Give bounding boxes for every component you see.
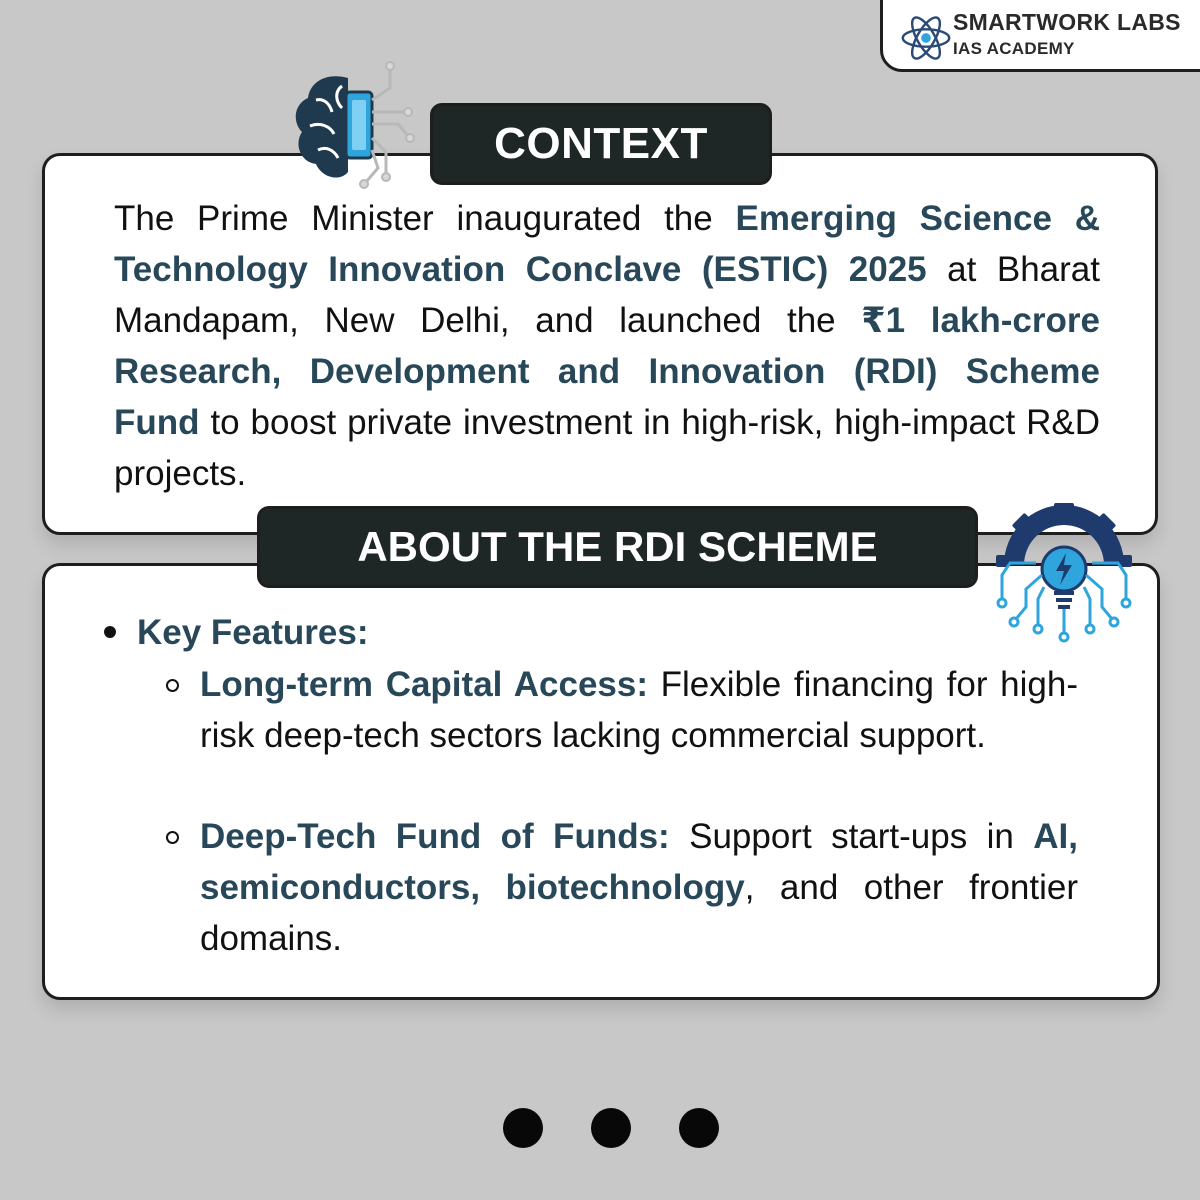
feature-bullet: [166, 679, 179, 692]
pagination-dot[interactable]: [679, 1108, 719, 1148]
brand-subtitle: IAS ACADEMY: [953, 39, 1075, 58]
feature-title: Deep-Tech Fund of Funds:: [200, 817, 670, 856]
context-text-3: to boost private investment in high-risk, high-impact R&D projects.: [114, 403, 1100, 493]
feature-text: Support start-ups in: [669, 817, 1034, 856]
about-rdi-heading: ABOUT THE RDI SCHEME: [257, 506, 978, 588]
context-heading: CONTEXT: [430, 103, 772, 185]
key-features-label: Key Features:: [137, 613, 369, 652]
feature-text: Flexible financing for high-risk deep-tech sectors lacking commercial support.: [200, 665, 1078, 755]
key-features-bullet: [104, 626, 116, 638]
feature-highlight-domains: AI, semiconductors, biotechnology: [200, 817, 1078, 907]
context-text-1: The Prime Minister inaugurated the: [114, 199, 736, 238]
context-text-2: at Bharat Mandapam, New Delhi, and launched the: [114, 250, 1100, 340]
pagination-dot[interactable]: [503, 1108, 543, 1148]
feature-title: Long-term Capital Access:: [200, 665, 648, 704]
feature-long-term-capital: [200, 659, 1078, 761]
context-paragraph: [114, 193, 1100, 499]
feature-bullet: [166, 831, 179, 844]
pagination-dot[interactable]: [591, 1108, 631, 1148]
context-highlight-estic: Emerging Science & Technology Innovation Conclave (ESTIC) 2025: [114, 199, 1100, 289]
context-highlight-rdi-fund: ₹1 lakh-crore Research, Development and Innovation (RDI) Scheme Fund: [114, 301, 1100, 442]
feature-deep-tech-fund: [200, 811, 1078, 964]
brand-name: SMARTWORK LABS: [953, 9, 1181, 35]
gear-lightbulb-icon: [996, 503, 1132, 643]
brain-circuit-icon: [286, 56, 426, 196]
brand-badge: [880, 0, 1200, 72]
feature-text: , and other frontier domains.: [200, 868, 1079, 958]
atom-icon: [897, 9, 955, 67]
